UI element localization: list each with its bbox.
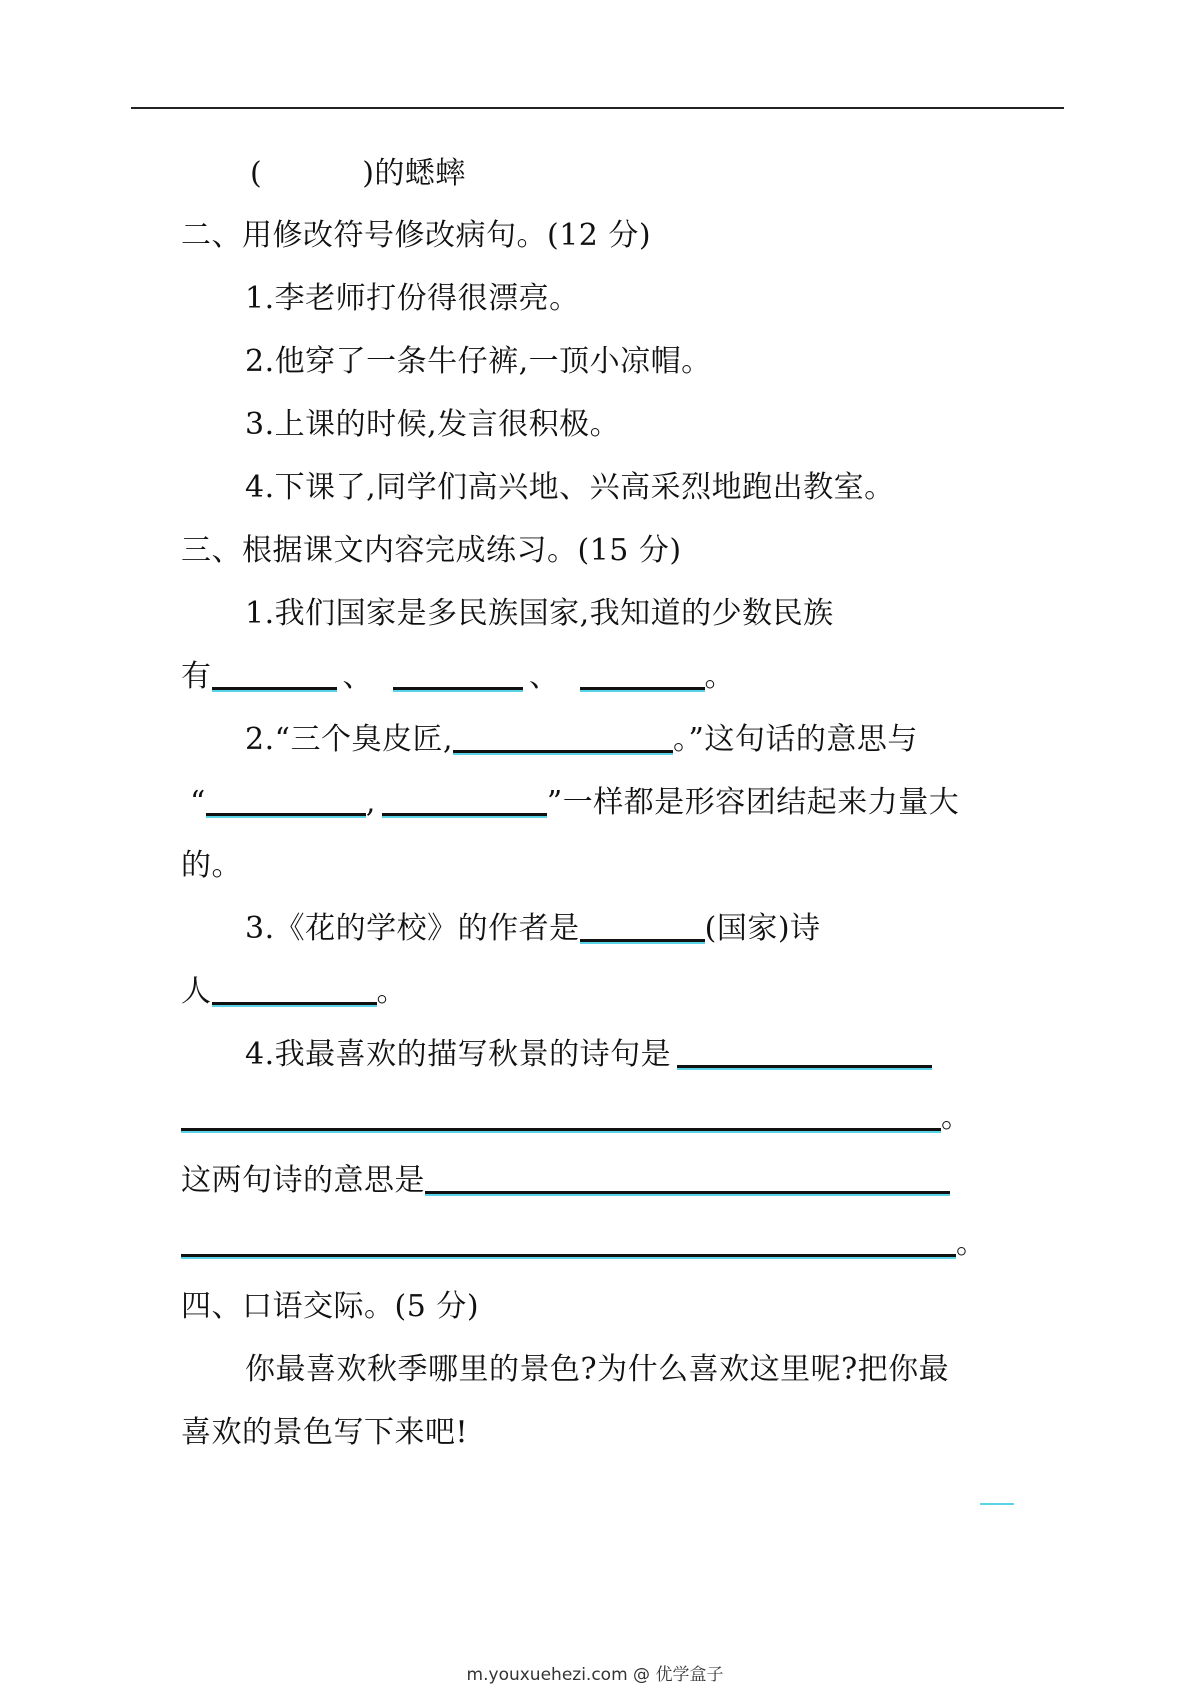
answer-blank-poet[interactable] xyxy=(212,972,377,1005)
text: 2.“三个臭皮匠, xyxy=(245,722,453,757)
text: 4.我最喜欢的描写秋景的诗句是 xyxy=(245,1037,672,1072)
answer-blank-meaning-1[interactable] xyxy=(425,1161,950,1194)
answer-blank-ethnic-2[interactable] xyxy=(393,657,523,690)
s3-question-2-line-b xyxy=(190,783,959,823)
s4-prompt-line-2: 喜欢的景色写下来吧! xyxy=(181,1415,469,1450)
text: , xyxy=(365,785,376,820)
text: 。”这句话的意思与 xyxy=(673,722,918,757)
s2-question-1: 1.李老师打份得很漂亮。 xyxy=(245,281,580,316)
s3-question-1-line-a: 1.我们国家是多民族国家,我知道的少数民族 xyxy=(245,596,834,631)
cricket-text: )的蟋蟀 xyxy=(362,156,466,191)
s3-question-3-line-a xyxy=(245,909,821,949)
answer-blank-proverb[interactable] xyxy=(453,720,673,753)
section-4-heading: 四、口语交际。(5 分) xyxy=(181,1289,480,1324)
answer-blank-poem-1[interactable] xyxy=(677,1035,932,1068)
header-rule xyxy=(131,107,1064,109)
s3-question-1-line-b xyxy=(181,657,735,697)
text: 这两句诗的意思是 xyxy=(181,1163,425,1198)
s2-question-3: 3.上课的时候,发言很积极。 xyxy=(245,407,621,442)
answer-blank-saying-2[interactable] xyxy=(382,783,547,816)
s3-question-4-line-a xyxy=(245,1035,932,1075)
answer-blank-poem-2[interactable] xyxy=(181,1098,941,1131)
text: 、 xyxy=(342,659,373,694)
s2-question-4: 4.下课了,同学们高兴地、兴高采烈地跑出教室。 xyxy=(245,470,895,505)
text: 、 xyxy=(529,659,560,694)
answer-blank-ethnic-3[interactable] xyxy=(580,657,705,690)
s3-question-4-line-d xyxy=(181,1224,987,1264)
s3-question-4-line-c xyxy=(181,1161,950,1201)
text: “ xyxy=(190,785,206,820)
s3-question-4-line-b xyxy=(181,1098,972,1138)
s3-question-3-line-b xyxy=(181,972,407,1012)
answer-blank-country[interactable] xyxy=(580,909,705,942)
s2-question-2: 2.他穿了一条牛仔裤,一顶小凉帽。 xyxy=(245,344,712,379)
section-2-heading: 二、用修改符号修改病句。(12 分) xyxy=(181,218,652,253)
s3-question-2-line-c: 的。 xyxy=(181,848,242,883)
answer-line-cricket xyxy=(250,154,466,194)
s3-question-2-line-a xyxy=(245,720,918,760)
text: 人 xyxy=(181,974,212,1009)
text: (国家)诗 xyxy=(704,911,821,946)
s4-prompt-line-1: 你最喜欢秋季哪里的景色?为什么喜欢这里呢?把你最 xyxy=(245,1352,950,1387)
text: ”一样都是形容团结起来力量大 xyxy=(546,785,960,820)
text: 3.《花的学校》的作者是 xyxy=(245,911,580,946)
text: 。 xyxy=(956,1226,987,1261)
footer-watermark: m.youxuehezi.com @ 优学盒子 xyxy=(466,1665,724,1685)
section-3-heading: 三、根据课文内容完成练习。(15 分) xyxy=(181,533,682,568)
answer-blank-ethnic-1[interactable] xyxy=(212,657,337,690)
open-paren: ( xyxy=(250,156,263,191)
text: 。 xyxy=(941,1100,972,1135)
text: 有 xyxy=(181,659,212,694)
stray-mark xyxy=(980,1503,1014,1505)
answer-blank-saying-1[interactable] xyxy=(206,783,366,816)
text: 。 xyxy=(376,974,407,1009)
answer-blank-meaning-2[interactable] xyxy=(181,1224,956,1257)
text: 。 xyxy=(704,659,735,694)
